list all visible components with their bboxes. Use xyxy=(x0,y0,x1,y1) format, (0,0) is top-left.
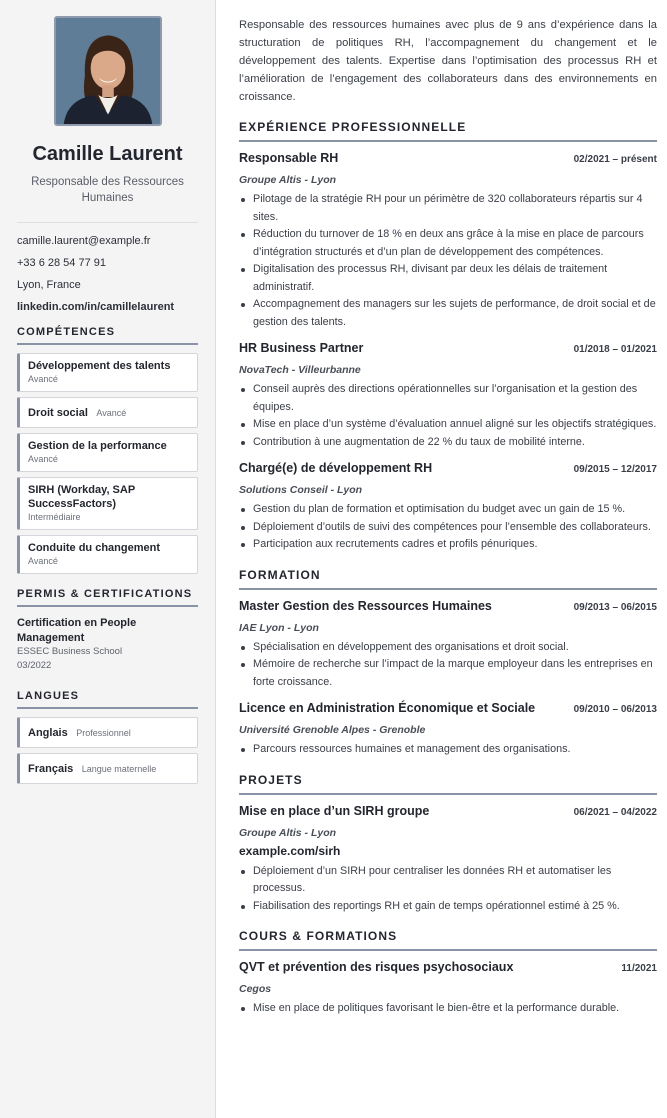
skill-name: SIRH (Workday, SAP SuccessFactors) xyxy=(28,484,135,510)
list-item: Participation aux recrutements cadres et profils pénuriques. xyxy=(239,536,657,554)
language-card xyxy=(17,753,198,784)
entry-bullets xyxy=(239,381,657,451)
entry-title: Chargé(e) de développement RH xyxy=(239,461,433,475)
list-item: Mise en place d’un système d’évaluation annuel aligné sur les objectifs stratégiques. xyxy=(239,416,657,434)
entry-company: NovaTech - Villeurbanne xyxy=(239,364,361,376)
candidate-name: Camille Laurent xyxy=(32,143,183,165)
list-item: Mise en place de politiques favorisant le bien-être et la performance durable. xyxy=(239,1000,657,1018)
languages-heading: LANGUES xyxy=(17,690,198,709)
entry-title: Master Gestion des Ressources Humaines xyxy=(239,598,492,613)
list-item: Gestion du plan de formation et optimisation du budget avec un gain de 15 %. xyxy=(239,501,657,519)
entry-bullets xyxy=(239,741,657,759)
list-item: Spécialisation en développement des organisations et droit social. xyxy=(239,639,657,657)
entry-company: Groupe Altis - Lyon xyxy=(239,174,337,186)
skill-name: Développement des talents xyxy=(28,360,171,372)
projects-heading: PROJETS xyxy=(239,773,657,795)
entry-school: IAE Lyon - Lyon xyxy=(239,621,319,634)
experience-entry xyxy=(239,341,657,451)
entry-date: 01/2018 – 01/2021 xyxy=(573,344,657,355)
contact-linkedin[interactable]: linkedin.com/in/camillelaurent xyxy=(17,301,175,313)
list-item: Réduction du turnover de 18 % en deux ans grâce à la mise en place de parcours d’intégration structurés et d’un plan de développement des compétences. xyxy=(239,226,657,261)
certification-item xyxy=(17,616,198,672)
entry-date: 09/2015 – 12/2017 xyxy=(573,464,657,475)
skill-card xyxy=(17,477,198,530)
entry-provider: Cegos xyxy=(239,983,272,995)
list-item: Pilotage de la stratégie RH pour un périmètre de 320 collaborateurs répartis sur 4 sites. xyxy=(239,191,657,226)
list-item: Fiabilisation des reportings RH et gain de temps opérationnel estimé à 25 %. xyxy=(239,898,657,916)
entry-date: 11/2021 xyxy=(621,963,657,974)
sidebar xyxy=(0,0,216,1118)
list-item: Contribution à une augmentation de 22 % du taux de mobilité interne. xyxy=(239,434,657,452)
skill-card xyxy=(17,535,198,574)
entry-date: 09/2010 – 06/2013 xyxy=(573,704,657,715)
skill-level: Intermédiaire xyxy=(28,512,81,522)
skill-level: Avancé xyxy=(28,556,58,566)
experience-entry xyxy=(239,461,657,554)
course-entry xyxy=(239,960,657,1018)
contact-location: Lyon, France xyxy=(17,279,81,291)
certification-name: Certification en People Management xyxy=(17,617,137,644)
entry-bullets xyxy=(239,639,657,692)
list-item: Accompagnement des managers sur les sujets de performance, de droit social et de gestion des talents. xyxy=(239,296,657,331)
certification-org: ESSEC Business School xyxy=(17,646,123,657)
skill-level: Avancé xyxy=(96,408,127,418)
entry-bullets xyxy=(239,863,657,916)
entry-bullets xyxy=(239,501,657,554)
language-card xyxy=(17,717,198,748)
education-entry xyxy=(239,701,657,759)
entry-title: Mise en place d’un SIRH groupe xyxy=(239,803,430,818)
skill-card xyxy=(17,353,198,392)
list-item: Mémoire de recherche sur l’impact de la marque employeur dans les entreprises en forte croissance. xyxy=(239,656,657,691)
entry-title: Licence en Administration Économique et Sociale xyxy=(239,701,536,715)
language-level: Professionnel xyxy=(76,728,131,738)
entry-title: Responsable RH xyxy=(239,151,339,165)
courses-heading: COURS & FORMATIONS xyxy=(239,929,657,951)
entry-date: 09/2013 – 06/2015 xyxy=(573,601,657,613)
contact-email[interactable]: camille.laurent@example.fr xyxy=(17,235,151,247)
skill-level: Avancé xyxy=(28,454,58,464)
entry-title: HR Business Partner xyxy=(239,341,364,355)
skill-card xyxy=(17,433,198,472)
certification-date: 03/2022 xyxy=(17,659,52,671)
language-level: Langue maternelle xyxy=(81,764,157,774)
experience-entry xyxy=(239,151,657,331)
list-item: Parcours ressources humaines et management des organisations. xyxy=(239,741,657,759)
list-item: Déploiement d’outils de suivi des compétences pour l’ensemble des collaborateurs. xyxy=(239,519,657,537)
skill-name: Droit social xyxy=(28,407,88,419)
education-entry xyxy=(239,599,657,692)
profile-photo-illustration xyxy=(56,18,160,124)
entry-school: Université Grenoble Alpes - Grenoble xyxy=(239,724,426,736)
candidate-role: Responsable des Ressources Humaines xyxy=(31,176,184,204)
project-link[interactable]: example.com/sirh xyxy=(239,843,341,858)
entry-company: Groupe Altis - Lyon xyxy=(239,826,337,839)
project-entry xyxy=(239,804,657,916)
skill-name: Conduite du changement xyxy=(28,542,160,554)
skills-heading: COMPÉTENCES xyxy=(17,326,198,345)
entry-bullets xyxy=(239,1000,657,1018)
profile-summary: Responsable des ressources humaines avec plus de 9 ans d’expérience dans la structuration de politiques RH, l’accompagnement du changement et le développement des talents. Expertise dans l’optimisation des processus RH et l’amélioration de l’engagement des collaborateurs dans des environnements en croissance. xyxy=(239,19,657,103)
education-heading: FORMATION xyxy=(239,568,657,590)
contact-phone[interactable]: +33 6 28 54 77 91 xyxy=(17,257,106,269)
entry-company: Solutions Conseil - Lyon xyxy=(239,484,363,496)
entry-bullets xyxy=(239,191,657,331)
skills-list xyxy=(17,353,198,574)
skill-card xyxy=(17,397,198,428)
language-name: Français xyxy=(28,763,74,775)
language-name: Anglais xyxy=(28,727,68,739)
entry-date: 06/2021 – 04/2022 xyxy=(573,806,657,818)
list-item: Déploiement d’un SIRH pour centraliser les données RH et automatiser les processus. xyxy=(239,863,657,898)
profile-photo xyxy=(54,16,162,126)
skill-name: Gestion de la performance xyxy=(28,440,167,452)
skill-level: Avancé xyxy=(28,374,58,384)
sidebar-divider xyxy=(17,222,198,223)
entry-date: 02/2021 – présent xyxy=(573,154,657,165)
main-content xyxy=(239,16,657,1028)
entry-title: QVT et prévention des risques psychosociaux xyxy=(239,960,514,974)
list-item: Conseil auprès des directions opérationnelles sur l’organisation et la gestion des équipes. xyxy=(239,381,657,416)
experience-heading: EXPÉRIENCE PROFESSIONNELLE xyxy=(239,120,657,142)
certifications-heading: PERMIS & CERTIFICATIONS xyxy=(17,588,198,607)
languages-list xyxy=(17,717,198,784)
list-item: Digitalisation des processus RH, divisant par deux les délais de traitement administratif. xyxy=(239,261,657,296)
